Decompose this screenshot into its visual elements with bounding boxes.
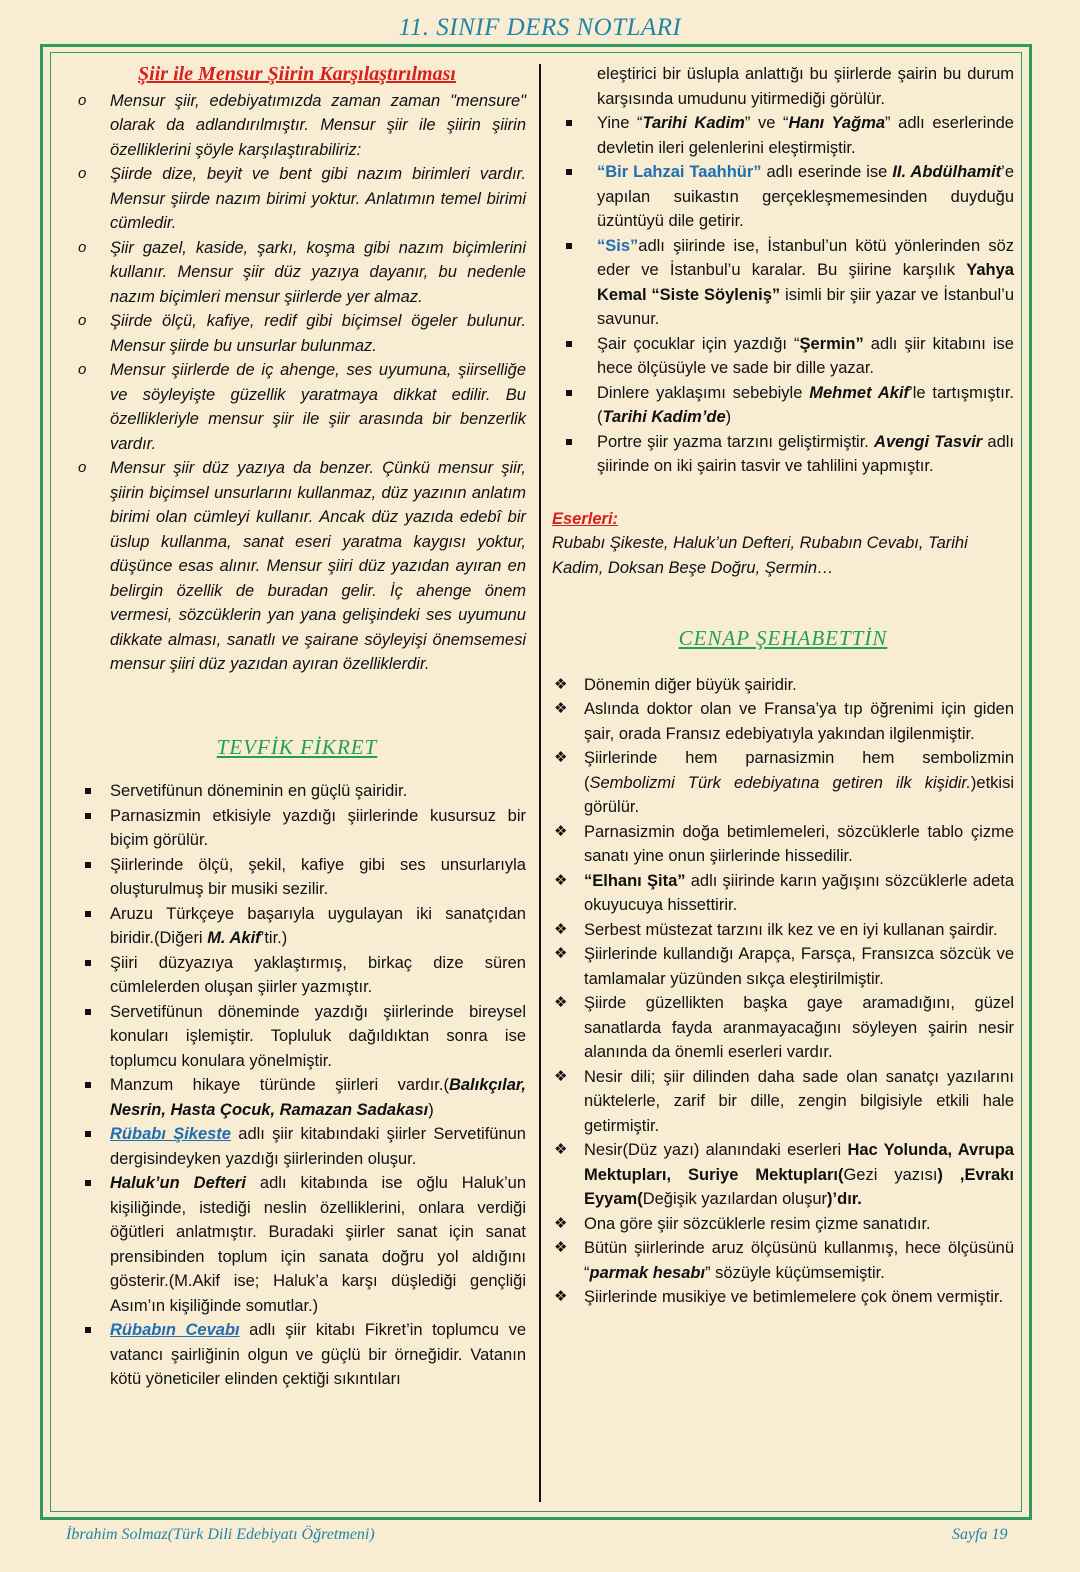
list-item: ❖ Parnasizmin doğa betimlemeleri, sözcüklerle tablo çizme sanatı yine onun şiirlerinde hissedilir.	[552, 820, 1014, 869]
list-item: ❖ Serbest müstezat tarzını ilk kez ve en iyi kullanan şairdir.	[552, 918, 1014, 943]
list-item: Yine “Tarihi Kadim” ve “Hanı Yağma” adlı eserlerinde devletin ileri gelenlerini eleştirmiştir.	[552, 111, 1014, 160]
list-item: Servetifünun döneminin en güçlü şairidir.	[68, 779, 526, 804]
square-bullet-icon	[85, 1009, 91, 1015]
circle-bullet-icon: o	[78, 459, 87, 476]
square-bullet-icon	[566, 169, 572, 175]
list-item: Manzum hikaye türünde şiirleri vardır.(Balıkçılar, Nesrin, Hasta Çocuk, Ramazan Sadakası)	[68, 1073, 526, 1122]
list-item: Portre şiir yazma tarzını geliştirmiştir. Avengi Tasvir adlı şiirinde on iki şairin tasvir ve tahlilini yapmıştır.	[552, 430, 1014, 479]
circle-bullet-icon: o	[78, 91, 87, 109]
tevfik-list-continued	[552, 62, 1014, 479]
list-item: ❖ Şiirlerinde kullandığı Arapça, Farsça, Fransızca sözcük ve tamlamalar yüzünden sıkça eleştirilmiştir.	[552, 942, 1014, 991]
rubabin-cevabi-link[interactable]: Rübabın Cevabı	[110, 1321, 240, 1339]
list-item: ❖ Bütün şiirlerinde aruz ölçüsünü kullanmış, hece ölçüsünü “parmak hesabı” sözüyle küçümsemiştir.	[552, 1236, 1014, 1285]
circle-bullet-icon: o	[78, 165, 87, 182]
list-item	[68, 309, 526, 358]
cenap-list	[552, 673, 1014, 1310]
diamond-bullet-icon: ❖	[554, 994, 568, 1011]
list-item: Şair çocuklar için yazdığı “Şermin” adlı şiir kitabını ise hece ölçüsüyle ve sade bir dille yazar.	[552, 332, 1014, 381]
list-item: Şiirlerinde ölçü, şekil, kafiye gibi ses unsurlarıyla oluşturulmuş bir musiki sezilir.	[68, 853, 526, 902]
diamond-bullet-icon: ❖	[554, 1239, 568, 1256]
diamond-bullet-icon: ❖	[554, 1141, 568, 1158]
list-item: ❖ Şiirde güzellikten başka gaye aramadığını, güzel sanatlarda fayda aranmayacağını söyleyen şairin nesir alanında da önemli eserleri vardır.	[552, 991, 1014, 1065]
item-text: Mensur şiirlerde de iç ahenge, ses uyumuna, şiirselliğe ve söyleyişte güzellik yaratmaya dikkat edilir. Bu özellikleriyle mensur şiir ile şiir arasında bir benzerlik vardır.	[110, 361, 526, 453]
square-bullet-icon	[85, 862, 91, 868]
circle-bullet-icon: o	[78, 238, 87, 256]
list-item	[68, 236, 526, 310]
circle-bullet-icon: o	[78, 361, 87, 378]
list-item: Parnasizmin etkisiyle yazdığı şiirlerinde kusursuz bir biçim görülür.	[68, 804, 526, 853]
works-label: Eserleri:	[552, 509, 619, 528]
square-bullet-icon	[566, 341, 572, 347]
list-item: “Sis”adlı şiirinde ise, İstanbul’un kötü yönlerinden söz eder ve İstanbul’u karalar. Bu şiirine karşılık Yahya Kemal “Siste Söyleniş” isimli bir şiir yazar ve İstanbul’u savunur.	[552, 234, 1014, 332]
comparison-list	[68, 89, 526, 677]
list-item	[68, 358, 526, 456]
list-item: Aruzu Türkçeye başarıyla uygulayan iki sanatçıdan biridir.(Diğeri M. Akif’tir.)	[68, 902, 526, 951]
item-text: Mensur şiir düz yazıya da benzer. Çünkü mensur şiir, şiirin biçimsel unsurlarını kullanmaz, düz yazının anlatım birimi olan cümleyi kullanır. Ancak düz yazıda edebî bir üslup kullanma, sanat eseri yaratma kaygısı yoktur, düşünce esas alınır. Mensur şiiri düz yazıdan ayıran en belirgin özellik de buradan gelir. İç ahenge önem vermesi, sözcüklerin yan yana gelişindeki ses uyumunu dikkate alması, sanatlı ve şairane söyleyişi önemsemesi mensur şiiri düz yazıdan ayıran özelliklerdir.	[110, 459, 526, 673]
diamond-bullet-icon: ❖	[554, 920, 568, 938]
tevfik-list	[68, 779, 526, 1392]
square-bullet-icon	[85, 813, 91, 819]
diamond-bullet-icon: ❖	[554, 1214, 568, 1232]
cenap-sehabettin-title: CENAP ŞEHABETTİN	[678, 626, 888, 650]
tevfik-fikret-title: TEVFİK FİKRET	[216, 734, 378, 759]
footer-author: İbrahim Solmaz(Türk Dili Edebiyatı Öğretmeni)	[66, 1526, 375, 1543]
square-bullet-icon	[85, 911, 91, 917]
list-item: Rübabın Cevabı adlı şiir kitabı Fikret’in toplumcu ve vatancı şairliğinin olgun ve güçlü bir örneğidir. Vatanın kötü yöneticiler elinden çektiği sıkıntıları	[68, 1318, 526, 1392]
square-bullet-icon	[85, 1180, 91, 1186]
square-bullet-icon	[85, 1131, 91, 1137]
diamond-bullet-icon: ❖	[554, 1067, 568, 1085]
list-item: Şiiri düzyazıya yaklaştırmış, birkaç dize süren cümlelerden oluşan şiirler yazmıştır.	[68, 951, 526, 1000]
item-text: Mensur şiir, edebiyatımızda zaman zaman "mensure" olarak da adlandırılmıştır. Mensur şiir ile şiirin şiirin özelliklerini şöyle karşılaştırabiliriz:	[110, 91, 526, 159]
list-item: Haluk’un Defteri adlı kitabında ise oğlu Haluk’un kişiliğinde, istediği neslin özelliklerini, onlara verdiği öğütleri anlatmıştır. Buradaki şiirler sanat için sanat prensibinden toplum için sanata doğru yol aldığını gösterir.(M.Akif ise; Haluk’a karşı düşlediği gençliği Asım’ın kişiliğinde somutlar.)	[68, 1171, 526, 1318]
page-title: 11. SINIF DERS NOTLARI	[398, 14, 682, 41]
works-block	[552, 507, 1014, 581]
square-bullet-icon	[85, 1327, 91, 1333]
item-text: Şiirde dize, beyit ve bent gibi nazım birimleri vardır. Mensur şiirde nazım birimi yoktur. Anlatımın temel birimi cümledir.	[110, 165, 526, 232]
works-text: Rubabı Şikeste, Haluk’un Defteri, Rubabın Cevabı, Tarihi Kadim, Doksan Beşe Doğru, Şermin…	[552, 534, 968, 577]
square-bullet-icon	[85, 788, 91, 794]
left-column	[68, 62, 526, 1392]
diamond-bullet-icon: ❖	[554, 675, 568, 693]
square-bullet-icon	[85, 960, 91, 966]
footer-page-number: Sayfa 19	[952, 1526, 1008, 1543]
diamond-bullet-icon: ❖	[554, 749, 568, 766]
list-item: Rübabı Şikeste adlı şiir kitabındaki şiirler Servetifünun dergisindeyken yazdığı şiirlerinden oluşur.	[68, 1122, 526, 1171]
diamond-bullet-icon: ❖	[554, 1288, 568, 1305]
diamond-bullet-icon: ❖	[554, 700, 568, 717]
list-item-continued: eleştirici bir üslupla anlattığı bu şiirlerde şairin bu durum karşısında umudunu yitirmediği görülür.	[597, 65, 1014, 108]
square-bullet-icon	[566, 120, 572, 126]
list-item: Servetifünun döneminde yazdığı şiirlerinde bireysel konuları işlemiştir. Topluluk dağıldıktan sonra ise toplumcu konulara yönelmiştir.	[68, 1000, 526, 1074]
right-column	[552, 62, 1014, 1310]
square-bullet-icon	[566, 243, 572, 249]
list-item	[68, 89, 526, 163]
square-bullet-icon	[566, 439, 572, 445]
list-item: “Bir Lahzai Taahhür” adlı eserinde ise II. Abdülhamit’e yapılan suikastın gerçekleşmemesinden duyduğu üzüntüyü dile getirir.	[552, 160, 1014, 234]
square-bullet-icon	[566, 390, 572, 396]
square-bullet-icon	[85, 1082, 91, 1088]
circle-bullet-icon: o	[78, 312, 87, 329]
item-text: Şiirde ölçü, kafiye, redif gibi biçimsel ögeler bulunur. Mensur şiirde bu unsurlar bulunmaz.	[110, 312, 526, 355]
list-item: ❖ Dönemin diğer büyük şairidir.	[552, 673, 1014, 698]
list-item	[68, 162, 526, 236]
list-item: Dinlere yaklaşımı sebebiyle Mehmet Akif’le tartışmıştır.(Tarihi Kadim’de)	[552, 381, 1014, 430]
diamond-bullet-icon: ❖	[554, 871, 568, 889]
list-item: ❖ Şiirlerinde musikiye ve betimlemelere çok önem vermiştir.	[552, 1285, 1014, 1310]
list-item: ❖ Ona göre şiir sözcüklerle resim çizme sanatıdır.	[552, 1212, 1014, 1237]
list-item: ❖ Nesir(Düz yazı) alanındaki eserleri Hac Yolunda, Avrupa Mektupları, Suriye Mektupları(Gezi yazısı) ,Evrakı Eyyam(Değişik yazılardan oluşur)’dır.	[552, 1138, 1014, 1212]
list-item: ❖ Aslında doktor olan ve Fransa’ya tıp öğrenimi için giden şair, orada Fransız edebiyatıyla yakından ilgilenmiştir.	[552, 697, 1014, 746]
rubabi-sikeste-link[interactable]: Rübabı Şikeste	[110, 1125, 231, 1143]
diamond-bullet-icon: ❖	[554, 822, 568, 840]
item-text: Şiir gazel, kaside, şarkı, koşma gibi nazım biçimlerini kullanır. Mensur şiir düz yazıya dayanır, bu nedenle nazım biçimleri mensur şiirlerde yer almaz.	[110, 238, 526, 306]
diamond-bullet-icon: ❖	[554, 945, 568, 962]
list-item	[68, 456, 526, 677]
column-divider	[539, 64, 541, 1502]
comparison-title: Şiir ile Mensur Şiirin Karşılaştırılması	[138, 63, 456, 85]
list-item: ❖ Şiirlerinde hem parnasizmin hem sembolizmin (Sembolizmi Türk edebiyatına getiren ilk kişidir.)etkisi görülür.	[552, 746, 1014, 820]
list-item: ❖ “Elhanı Şita” adlı şiirinde karın yağışını sözcüklerle adeta okuyucuya hissettirir.	[552, 869, 1014, 918]
list-item: ❖ Nesir dili; şiir dilinden daha sade olan sanatçı yazılarını nüktelerle, zarif bir dille, zengin bilgisiyle etkili hale getirmiştir.	[552, 1065, 1014, 1139]
